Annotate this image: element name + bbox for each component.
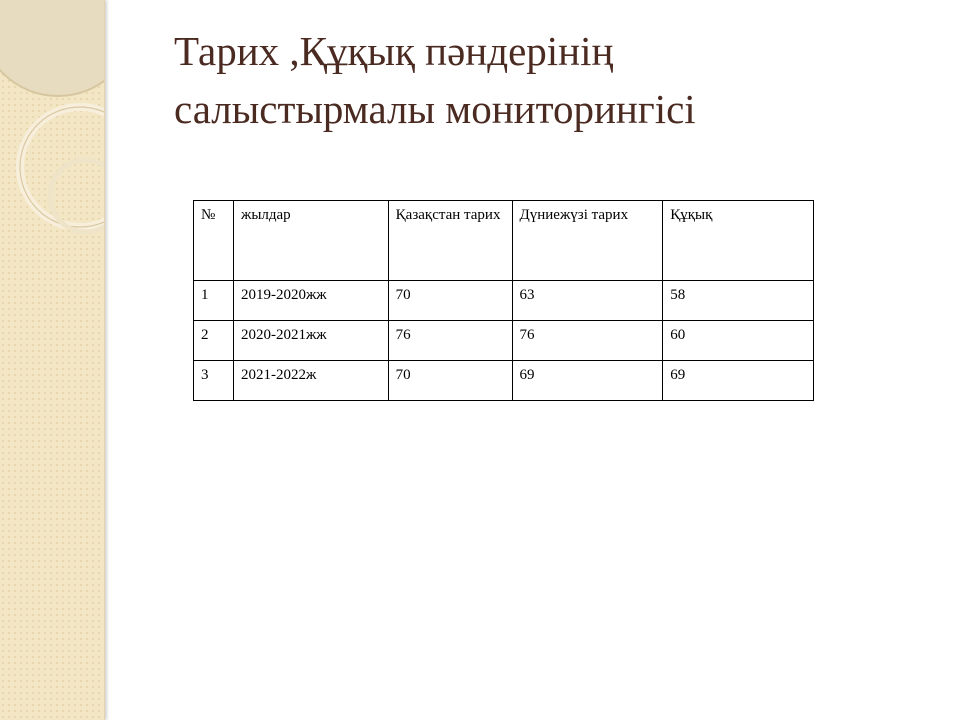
cell-law: 69	[663, 361, 814, 401]
cell-number: 3	[194, 361, 234, 401]
cell-law: 58	[663, 281, 814, 321]
cell-years: 2021-2022ж	[233, 361, 388, 401]
cell-law: 60	[663, 321, 814, 361]
cell-world-history: 63	[512, 281, 663, 321]
cell-years: 2019-2020жж	[233, 281, 388, 321]
table-row	[194, 281, 814, 321]
slide-title	[174, 22, 914, 138]
header-years: жылдар	[233, 201, 388, 281]
table-header-row	[194, 201, 814, 281]
cell-kazakhstan-history: 76	[388, 321, 512, 361]
concentric-rings-decoration	[0, 0, 104, 720]
slide-title-line-2: салыстырмалы мониторингісі	[174, 86, 696, 132]
table-row	[194, 321, 814, 361]
header-kazakhstan-history: Қазақстан тарих	[388, 201, 512, 281]
header-world-history: Дүниежүзі тарих	[512, 201, 663, 281]
cell-years: 2020-2021жж	[233, 321, 388, 361]
cell-kazakhstan-history: 70	[388, 361, 512, 401]
header-number: №	[194, 201, 234, 281]
side-decorative-panel	[0, 0, 105, 720]
cell-number: 2	[194, 321, 234, 361]
cell-number: 1	[194, 281, 234, 321]
top-disc-shape	[0, 0, 104, 96]
slide-title-line-1: Тарих ,Құқық пәндерінің	[174, 28, 614, 74]
table-row	[194, 361, 814, 401]
header-law: Құқық	[663, 201, 814, 281]
cell-world-history: 76	[512, 321, 663, 361]
monitoring-table	[193, 200, 814, 401]
cell-kazakhstan-history: 70	[388, 281, 512, 321]
cell-world-history: 69	[512, 361, 663, 401]
